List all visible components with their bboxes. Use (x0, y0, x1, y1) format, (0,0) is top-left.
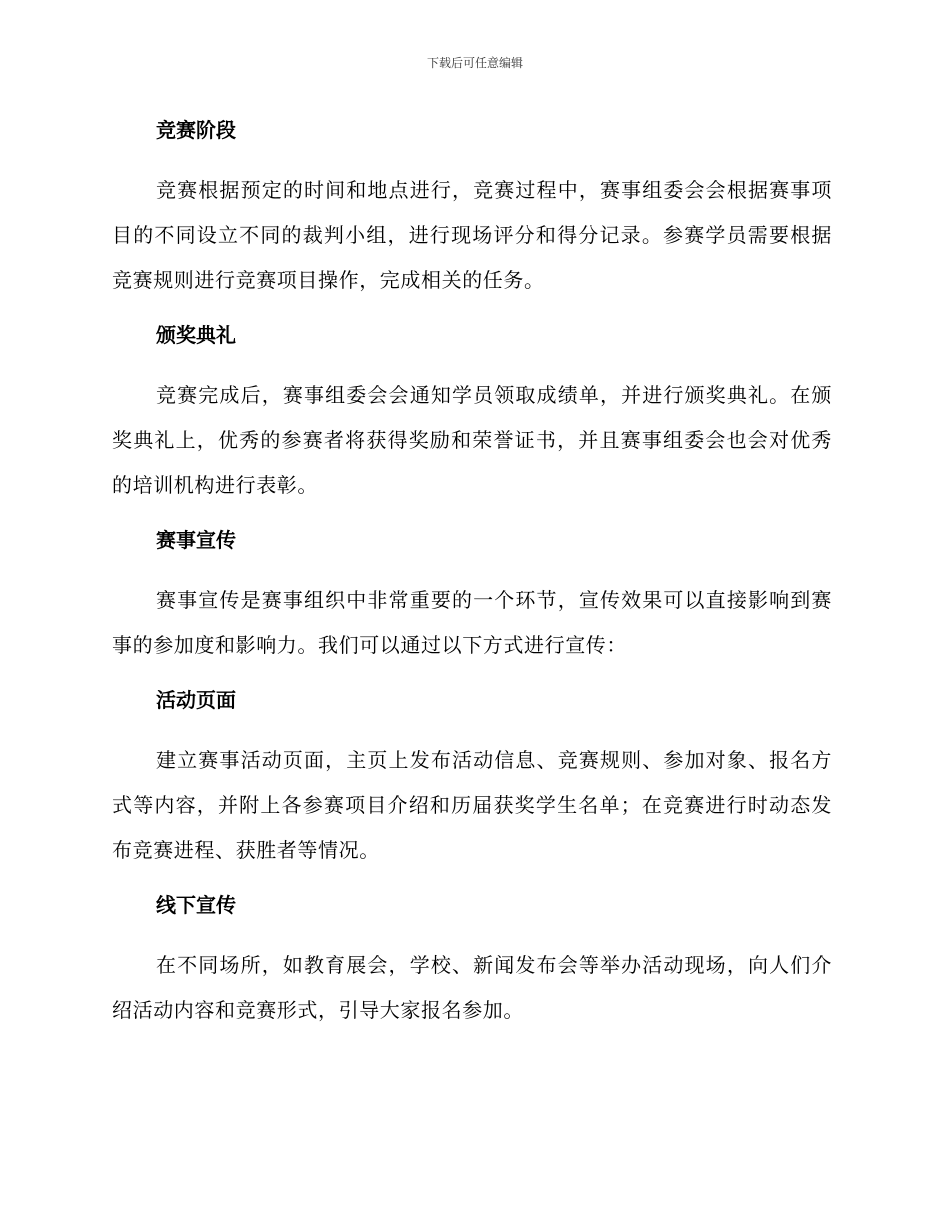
section-body-award-ceremony: 竞赛完成后，赛事组委会会通知学员领取成绩单，并进行颁奖典礼。在颁奖典礼上，优秀的参赛者将获得奖励和荣誉证书，并且赛事组委会也会对优秀的培训机构进行表彰。 (112, 383, 832, 497)
section-body-competition-stage: 竞赛根据预定的时间和地点进行，竞赛过程中，赛事组委会会根据赛事项目的不同设立不同的裁判小组，进行现场评分和得分记录。参赛学员需要根据竞赛规则进行竞赛项目操作，完成相关的任务。 (112, 178, 832, 292)
section-heading-event-promotion: 赛事宣传 (156, 528, 236, 552)
section-heading-activity-page: 活动页面 (156, 688, 236, 712)
section-heading-offline-promotion: 线下宣传 (156, 893, 236, 917)
section-heading-competition-stage: 竞赛阶段 (156, 118, 236, 142)
section-body-offline-promotion: 在不同场所，如教育展会，学校、新闻发布会等举办活动现场，向人们介绍活动内容和竞赛形式，引导大家报名参加。 (112, 953, 832, 1022)
document-body (112, 112, 832, 1047)
page-header-note: 下载后可任意编辑 (426, 56, 523, 70)
section-heading-award-ceremony: 颁奖典礼 (156, 323, 236, 347)
section-body-activity-page: 建立赛事活动页面，主页上发布活动信息、竞赛规则、参加对象、报名方式等内容，并附上各参赛项目介绍和历届获奖学生名单；在竞赛进行时动态发布竞赛进程、获胜者等情况。 (112, 748, 832, 862)
section-body-event-promotion: 赛事宣传是赛事组织中非常重要的一个环节，宣传效果可以直接影响到赛事的参加度和影响力。我们可以通过以下方式进行宣传： (112, 588, 832, 657)
